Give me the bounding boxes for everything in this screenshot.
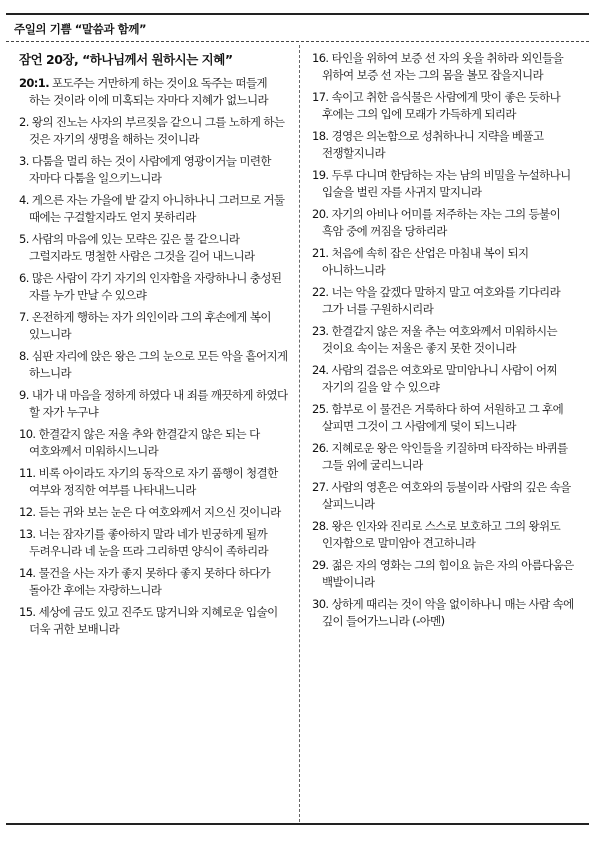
verse-text: 너는 잠자기를 좋아하지 말라 네가 빈궁하게 될까 두려우니라 네 눈을 뜨라 그리하면 양식이 족하리라	[29, 527, 269, 558]
verse-text: 세상에 금도 있고 진주도 많거니와 지혜로운 입술이 더욱 귀한 보배니라	[29, 605, 278, 636]
verse-text: 속이고 취한 음식물은 사람에게 맛이 좋은 듯하나 후에는 그의 입에 모래가 가득하게 되리라	[322, 90, 561, 121]
verse-number: 29.	[312, 558, 329, 572]
verse-number: 16.	[312, 51, 329, 65]
verse-item	[19, 387, 291, 421]
verse-number: 27.	[312, 480, 329, 494]
column-divider	[299, 45, 300, 822]
verse-number: 11.	[19, 466, 36, 480]
verse-item	[312, 50, 584, 84]
verse-item	[312, 323, 584, 357]
verse-item	[312, 479, 584, 513]
verse-text: 사람의 걸음은 여호와로 말미암나니 사람이 어찌 자기의 길을 알 수 있으랴	[322, 363, 558, 394]
chapter-title: 잠언 20장, “하나님께서 원하시는 지혜”	[19, 52, 233, 67]
verse-text: 상하게 때리는 것이 악을 없이하나니 매는 사람 속에 깊이 들어가느니라 (-아멘)	[322, 597, 574, 628]
verse-text: 두루 다니며 한담하는 자는 남의 비밀을 누설하나니 입술을 벌린 자를 사귀지 말지니라	[322, 168, 571, 199]
verse-text: 경영은 의논함으로 성취하나니 지략을 베풀고 전쟁할지니라	[322, 129, 544, 160]
verse-item	[19, 604, 291, 638]
verse-number: 9.	[19, 388, 29, 402]
verse-text: 한결같지 않은 저울 추는 여호와께서 미워하시는 것이요 속이는 저울은 좋지 못한 것이니라	[322, 324, 558, 355]
verse-number: 6.	[19, 271, 29, 285]
verse-number: 28.	[312, 519, 329, 533]
verse-item	[19, 348, 291, 382]
verse-text: 게으른 자는 가을에 밭 갈지 아니하나니 그러므로 거둘 때에는 구걸할지라도 얻지 못하리라	[29, 193, 285, 224]
verse-number: 15.	[19, 605, 36, 619]
verse-item	[19, 526, 291, 560]
verse-number: 7.	[19, 310, 29, 324]
verse-text: 젊은 자의 영화는 그의 힘이요 늙은 자의 아름다움은 백발이니라	[322, 558, 574, 589]
verse-text: 너는 악을 갚겠다 말하지 말고 여호와를 기다리라 그가 너를 구원하시리라	[322, 285, 561, 316]
verse-text: 포도주는 거만하게 하는 것이요 독주는 떠들게 하는 것이라 이에 미혹되는 자마다 지혜가 없느니라	[29, 76, 269, 107]
verse-text: 사람의 영혼은 여호와의 등불이라 사람의 깊은 속을 살피느니라	[322, 480, 571, 511]
verse-item	[19, 565, 291, 599]
verse-number: 20.	[312, 207, 329, 221]
verse-number: 20:1.	[19, 76, 49, 90]
verse-text: 물건을 사는 자가 좋지 못하다 좋지 못하다 하다가 돌아간 후에는 자랑하느니라	[29, 566, 271, 597]
bottom-rule	[6, 823, 589, 825]
verse-number: 23.	[312, 324, 329, 338]
verse-item	[312, 557, 584, 591]
verse-item	[19, 270, 291, 304]
verse-item	[312, 89, 584, 123]
verse-text: 심판 자리에 앉은 왕은 그의 눈으로 모든 악을 흩어지게 하느니라	[29, 349, 288, 380]
verse-item	[19, 465, 291, 499]
verse-number: 12.	[19, 505, 36, 519]
verse-number: 30.	[312, 597, 329, 611]
verse-number: 3.	[19, 154, 29, 168]
verse-item	[19, 231, 291, 265]
verse-item	[19, 426, 291, 460]
verse-number: 25.	[312, 402, 329, 416]
verse-number: 19.	[312, 168, 329, 182]
verse-text: 온전하게 행하는 자가 의인이라 그의 후손에게 복이 있느니라	[29, 310, 271, 341]
verse-number: 24.	[312, 363, 329, 377]
verse-number: 21.	[312, 246, 329, 260]
verse-text: 왕은 인자와 진리로 스스로 보호하고 그의 왕위도 인자함으로 말미암아 견고하니라	[322, 519, 561, 550]
verse-item	[312, 167, 584, 201]
verse-text: 왕의 진노는 사자의 부르짖음 같으니 그를 노하게 하는 것은 자기의 생명을 해하는 것이니라	[29, 115, 285, 146]
verse-number: 14.	[19, 566, 36, 580]
verse-item	[19, 153, 291, 187]
verse-item	[312, 596, 584, 630]
verse-text: 타인을 위하여 보증 선 자의 옷을 취하라 외인들을 위하여 보증 선 자는 그의 몸을 볼모 잡을지니라	[322, 51, 564, 82]
verse-item	[312, 518, 584, 552]
verse-item	[312, 206, 584, 240]
verse-number: 26.	[312, 441, 329, 455]
right-verse-list	[312, 50, 584, 630]
verse-item	[312, 128, 584, 162]
verse-item	[312, 362, 584, 396]
verse-number: 10.	[19, 427, 36, 441]
verse-text: 사람의 마음에 있는 모략은 깊은 물 같으니라 그럴지라도 명철한 사람은 그것을 길어 내느니라	[29, 232, 255, 263]
verse-number: 18.	[312, 129, 329, 143]
verse-text: 다툼을 멀리 하는 것이 사람에게 영광이거늘 미련한 자마다 다툼을 일으키느니라	[29, 154, 271, 185]
verse-text: 비록 아이라도 자기의 동작으로 자기 품행이 청결한 여부와 정직한 여부를 나타내느니라	[29, 466, 278, 497]
verse-text: 함부로 이 물건은 거룩하다 하여 서원하고 그 후에 살피면 그것이 그 사람에게 덫이 되느니라	[322, 402, 564, 433]
verse-number: 5.	[19, 232, 29, 246]
verse-number: 4.	[19, 193, 29, 207]
verse-text: 한결같지 않은 저울 추와 한결같지 않은 되는 다 여호와께서 미워하시느니라	[29, 427, 260, 458]
verse-number: 8.	[19, 349, 29, 363]
verse-text: 많은 사람이 각기 자기의 인자함을 자랑하나니 충성된 자를 누가 만날 수 있으랴	[29, 271, 282, 302]
verse-number: 13.	[19, 527, 36, 541]
verse-item	[19, 192, 291, 226]
top-rule	[6, 13, 589, 15]
left-column	[19, 50, 291, 643]
verse-text: 자기의 아비나 어미를 저주하는 자는 그의 등불이 흑암 중에 꺼짐을 당하리라	[322, 207, 561, 238]
right-column	[312, 50, 584, 635]
verse-text: 듣는 귀와 보는 눈은 다 여호와께서 지으신 것이니라	[38, 505, 281, 519]
verse-item	[19, 114, 291, 148]
verse-item	[312, 401, 584, 435]
verse-number: 22.	[312, 285, 329, 299]
page-header: 주일의 기쁨 “말씀과 함께”	[14, 22, 147, 36]
verse-text: 지혜로운 왕은 악인들을 키질하며 타작하는 바퀴를 그들 위에 굴리느니라	[322, 441, 568, 472]
verse-number: 2.	[19, 115, 29, 129]
verse-item	[312, 284, 584, 318]
verse-text: 처음에 속히 잡은 산업은 마침내 복이 되지 아니하느니라	[322, 246, 529, 277]
verse-number: 17.	[312, 90, 329, 104]
verse-item	[312, 440, 584, 474]
verse-item	[19, 504, 291, 521]
verse-text: 내가 내 마음을 정하게 하였다 내 죄를 깨끗하게 하였다 할 자가 누구냐	[29, 388, 288, 419]
header-divider	[6, 41, 589, 42]
left-verse-list	[19, 75, 291, 638]
verse-item	[19, 309, 291, 343]
verse-item	[19, 75, 291, 109]
verse-item	[312, 245, 584, 279]
